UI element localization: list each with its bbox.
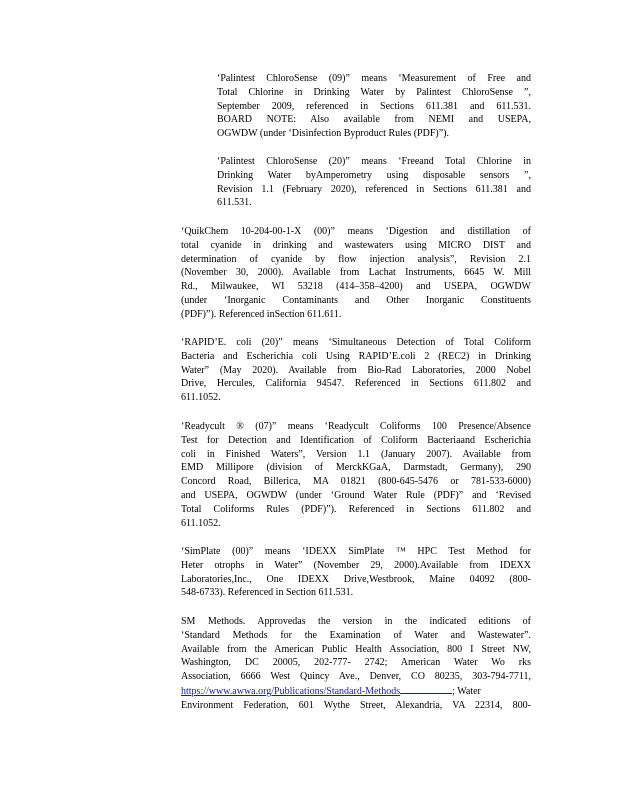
- text-line: Washington, DC 20005, 202-777- 2742; American Water Wo rks: [181, 657, 531, 669]
- text-line: Heter otrophs in Water” (November 29, 2000).Available from IDEXX: [181, 559, 531, 571]
- text-line: ‘Palintest ChloroSense (09)” means ‘Measurement of Free and: [217, 73, 531, 84]
- text-line: Drinking Water byAmperometry using disposable sensors ”,: [217, 169, 531, 181]
- text-line: SM Methods. Approvedas the version in the indicated editions of: [181, 616, 531, 627]
- text-line: 548-6733). Referenced in Section 611.531.: [181, 587, 354, 599]
- standard-methods-link[interactable]: https://www.awwa.org/Publications/Standard-Methods: [181, 685, 401, 697]
- text-line: September 2009, referenced in Sections 611.381 and 611.531.: [217, 100, 531, 112]
- text-line: Rd., Milwaukee, WI 53218 (414–358–4200) and USEPA, OGWDW: [181, 281, 531, 293]
- text-line: coli in Finished Waters”, Version 1.1 (January 2007). Available from: [181, 448, 531, 460]
- text-line: Environment Federation, 601 Wythe Street, Alexandria, VA 22314, 800-: [181, 699, 531, 711]
- definition-readycult: [181, 420, 531, 530]
- text-line: ‘SimPlate (00)” means ‘IDEXX SimPlate ™ HPC Test Method for: [181, 546, 531, 557]
- text-line: ‘RAPID’E. coli (20)” means ‘Simultaneous Detection of Total Coliform: [181, 337, 531, 348]
- text-line: and USEPA, OGWDW (under ‘Ground Water Rule (PDF)” and ‘Revised: [181, 489, 531, 501]
- text-line: Association, 6666 West Quincy Ave., Denver, CO 80235, 303-794-7711,: [181, 671, 531, 683]
- text-line: ‘QuikChem 10-204-00-1-X (00)” means ‘Digestion and distillation of: [181, 226, 531, 237]
- definition-simplate: [181, 545, 531, 600]
- text-line: ‘Palintest ChloroSense (20)” means ‘Freeand Total Chlorine in: [217, 156, 531, 167]
- definition-rapid-e-coli: [181, 336, 531, 405]
- text-line: BOARD NOTE: Also available from NEMI and USEPA,: [217, 114, 531, 126]
- text-line: Total Chlorine in Drinking Water by Palintest ChloroSense ”,: [217, 86, 531, 98]
- after-link-text: ; Water: [452, 685, 481, 697]
- text-line: 611.1052.: [181, 392, 221, 404]
- text-line: (November 30, 2000). Available from Lachat Instruments, 6645 W. Mill: [181, 267, 531, 279]
- text-line: Total Coliforms Rules (PDF)”). Referenced in Sections 611.802 and: [181, 503, 531, 515]
- text-line: Revision 1.1 (February 2020), referenced in Sections 611.381 and: [217, 183, 531, 195]
- text-line: EMD Millipore (division of MerckKGaA, Darmstadt, Germany), 290: [181, 462, 531, 474]
- text-line: (under ‘Inorganic Contaminants and Other Inorganic Constituents: [181, 294, 531, 306]
- text-line: ‘Readycult ® (07)” means ‘Readycult Coliforms 100 Presence/Absence: [181, 421, 531, 432]
- definition-sm-methods: [181, 615, 531, 713]
- definition-palintest-chlorosense-09: [217, 72, 531, 141]
- text-line: Water” (May 2020). Available from Bio-Rad Laboratories, 2000 Nobel: [181, 364, 531, 376]
- definition-quikchem: [181, 225, 531, 322]
- text-line: total cyanide in drinking and wastewaters using MICRO DIST and: [181, 239, 531, 251]
- text-line: Available from the American Public Health Association, 800 I Street NW,: [181, 643, 531, 655]
- text-line: 611.1052.: [181, 517, 221, 529]
- text-line: Drive, Hercules, California 94547. Referenced in Sections 611.802 and: [181, 378, 531, 390]
- text-line: Test for Detection and Identification of Coliform Bacteriaand Escherichia: [181, 434, 531, 446]
- text-line: Laboratories,Inc., One IDEXX Drive,Westbrook, Maine 04092 (800-: [181, 573, 531, 585]
- link-underline-extension: [400, 684, 452, 694]
- definition-palintest-chlorosense-20: [217, 155, 531, 210]
- text-line: Concord Road, Billerica, MA 01821 (800-645-5476 or 781-533-6000): [181, 476, 531, 488]
- text-line: ‘Standard Methods for the Examination of Water and Wastewater”.: [181, 629, 531, 641]
- text-line: (PDF)”). Referenced inSection 611.611.: [181, 308, 342, 320]
- text-line: OGWDW (under ‘Disinfection Byproduct Rules (PDF)”).: [217, 128, 449, 140]
- text-line-with-link: [181, 684, 531, 699]
- text-line: determination of cyanide by flow injection analysis”, Revision 2.1: [181, 253, 531, 265]
- text-line: 611.531.: [217, 197, 252, 209]
- text-line: Bacteria and Escherichia coli Using RAPID’E.coli 2 (REC2) in Drinking: [181, 350, 531, 362]
